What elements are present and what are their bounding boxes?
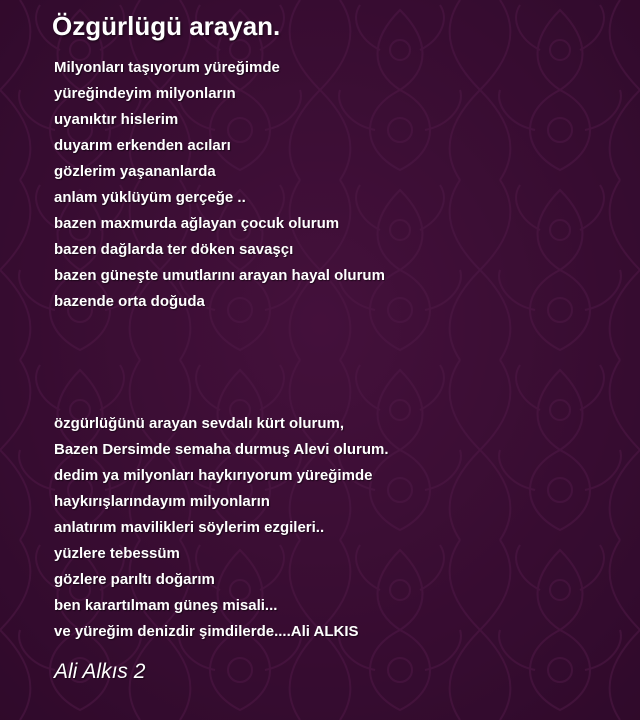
poem-title: Özgürlügü arayan. xyxy=(52,11,281,41)
poem-line: özgürlüğünü arayan sevdalı kürt olurum, xyxy=(54,415,345,432)
poem-line: ben karartılmam güneş misali... xyxy=(54,597,278,614)
stanza-1 xyxy=(54,55,385,315)
poem-line: bazen dağlarda ter döken savaşçı xyxy=(54,241,294,258)
poem-author: Ali Alkıs 2 xyxy=(54,660,146,683)
poem-line: bazende orta doğuda xyxy=(54,293,205,310)
poem-line: dedim ya milyonları haykırıyorum yüreğimde xyxy=(54,467,373,484)
poem-line: bazen maxmurda ağlayan çocuk olurum xyxy=(54,215,340,232)
poem-line: Milyonları taşıyorum yüreğimde xyxy=(54,59,280,76)
poem-line: uyanıktır hislerim xyxy=(54,111,179,128)
poem-line: anlam yüklüyüm gerçeğe .. xyxy=(54,189,246,206)
stanza-2 xyxy=(54,411,389,645)
poem-line: bazen güneşte umutlarını arayan hayal olurum xyxy=(54,267,385,284)
poem-line: ve yüreğim denizdir şimdilerde....Ali ALKIS xyxy=(54,623,359,640)
poem-line: yüreğindeyim milyonların xyxy=(54,85,236,102)
poem-line: duyarım erkenden acıları xyxy=(54,137,231,154)
poem-line: anlatırım mavilikleri söylerim ezgileri.. xyxy=(54,519,325,536)
poem-line: gözlerim yaşananlarda xyxy=(54,163,216,180)
poem-line: yüzlere tebessüm xyxy=(54,545,180,562)
poem-line: Bazen Dersimde semaha durmuş Alevi olurum. xyxy=(54,441,389,458)
poem-line: haykırışlarındayım milyonların xyxy=(54,493,270,510)
poem-line: gözlere parıltı doğarım xyxy=(54,571,215,588)
